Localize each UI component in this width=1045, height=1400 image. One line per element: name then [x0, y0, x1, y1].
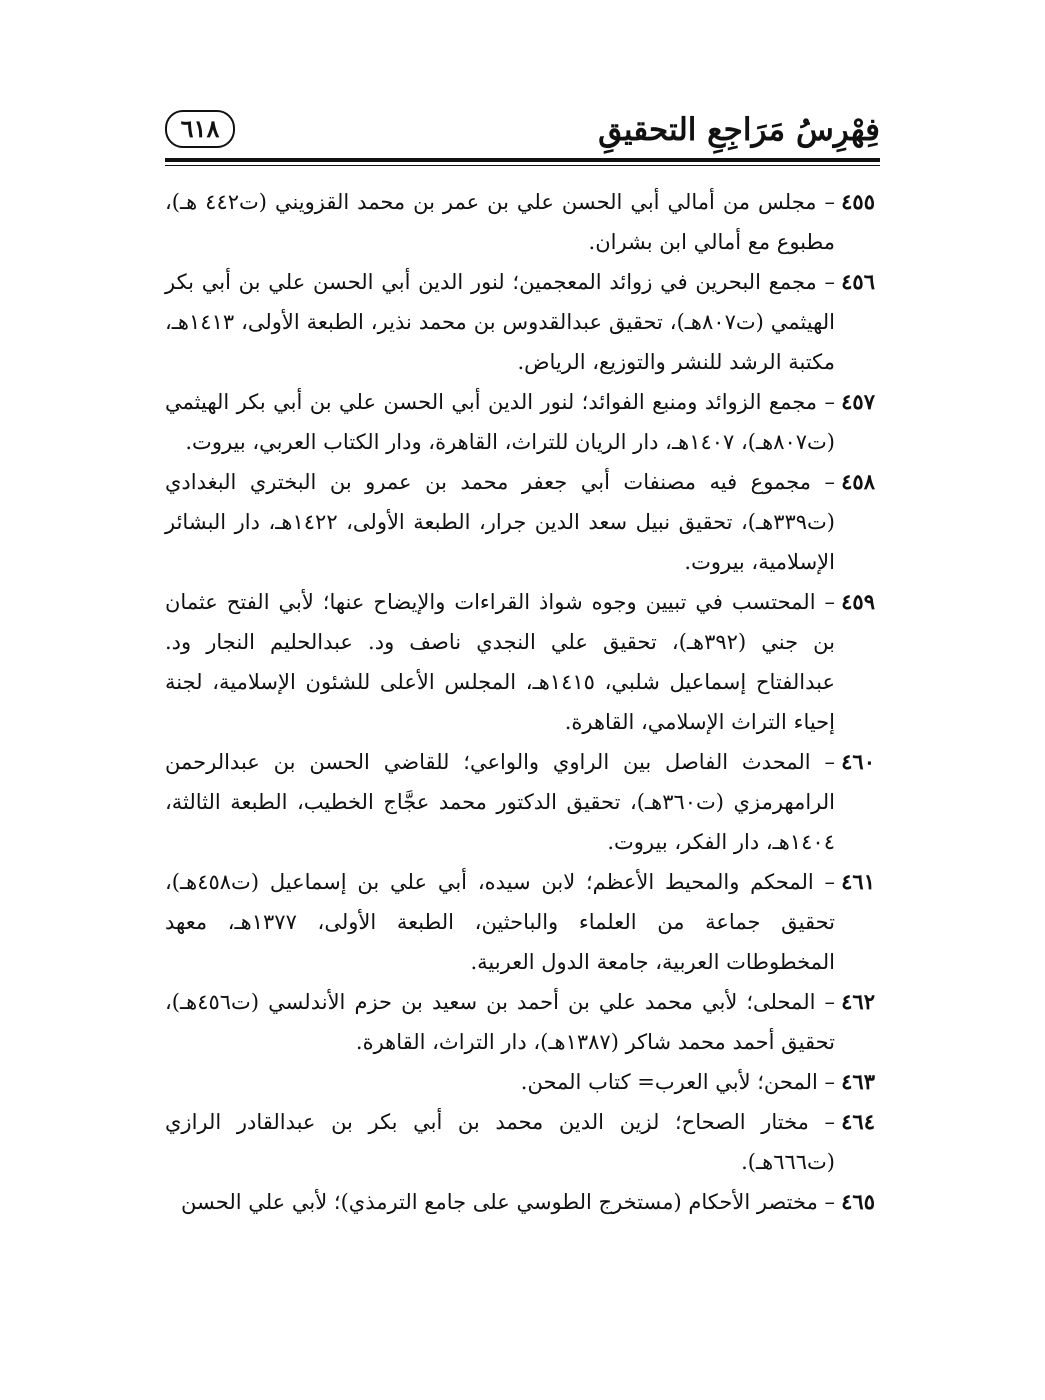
entry-text: – المحلى؛ لأبي محمد علي بن أحمد بن سعيد بن حزم الأندلسي (ت٤٥٦هـ)، تحقيق أحمد محمد شاكر (١٣٨٧هـ)، دار التراث، القاهرة.: [165, 990, 835, 1054]
reference-entry: [165, 1062, 875, 1102]
reference-entry: [165, 982, 875, 1062]
reference-entry: [165, 742, 875, 862]
entry-text: – مختصر الأحكام (مستخرج الطوسي على جامع الترمذي)؛ لأبي علي الحسن: [181, 1190, 835, 1214]
entry-text: – مجموع فيه مصنفات أبي جعفر محمد بن عمرو بن البختري البغدادي (ت٣٣٩هـ)، تحقيق نبيل سعد الدين جرار، الطبعة الأولى، ١٤٢٢هـ، دار البشائر الإسلامية، بيروت.: [165, 470, 835, 574]
entry-text: – المحدث الفاصل بين الراوي والواعي؛ للقاضي الحسن بن عبدالرحمن الرامهرمزي (ت٣٦٠هـ)، تحقيق الدكتور محمد عجَّاج الخطيب، الطبعة الثالثة، ١٤٠٤هـ، دار الفكر، بيروت.: [165, 750, 835, 854]
reference-list: [165, 182, 875, 1222]
header-divider-thin: [165, 165, 880, 166]
page-number-badge: ٦١٨: [165, 110, 235, 148]
page-title: فِهْرِسُ مَرَاجِعِ التحقيقِ: [598, 112, 880, 148]
entry-number: ٤٥٦: [841, 269, 875, 294]
entry-text: – مجمع الزوائد ومنبع الفوائد؛ لنور الدين أبي الحسن علي بن أبي بكر الهيثمي (ت٨٠٧هـ)، ١٤٠٧هـ، دار الريان للتراث، القاهرة، ودار الكتاب العربي، بيروت.: [165, 390, 835, 454]
entry-text: – مجلس من أمالي أبي الحسن علي بن عمر بن محمد القزويني (ت٤٤٢ هـ)، مطبوع مع أمالي ابن بشران.: [165, 190, 836, 254]
entry-number: ٤٦١: [841, 869, 875, 894]
entry-number: ٤٥٨: [841, 469, 875, 494]
reference-entry: [165, 182, 875, 262]
entry-number: ٤٦٣: [841, 1069, 875, 1094]
entry-text: – المحن؛ لأبي العرب= كتاب المحن.: [520, 1070, 835, 1094]
entry-number: ٤٦٥: [841, 1189, 875, 1214]
reference-entry: [165, 262, 875, 382]
reference-entry: [165, 582, 875, 742]
entry-number: ٤٦٤: [841, 1109, 875, 1134]
entry-number: ٤٥٧: [841, 389, 875, 414]
entry-text: – مجمع البحرين في زوائد المعجمين؛ لنور الدين أبي الحسن علي بن أبي بكر الهيثمي (ت٨٠٧هـ)، تحقيق عبدالقدوس بن محمد نذير، الطبعة الأولى، ١٤١٣هـ، مكتبة الرشد للنشر والتوزيع، الرياض.: [165, 270, 835, 374]
page-header: [165, 108, 880, 158]
entry-text: – المحكم والمحيط الأعظم؛ لابن سيده، أبي علي بن إسماعيل (ت٤٥٨هـ)، تحقيق جماعة من العلماء والباحثين، الطبعة الأولى، ١٣٧٧هـ، معهد المخطوطات العربية، جامعة الدول العربية.: [165, 870, 835, 974]
entry-number: ٤٦٠: [841, 749, 875, 774]
reference-entry: [165, 862, 875, 982]
reference-entry: [165, 1102, 875, 1182]
entry-number: ٤٥٥: [841, 189, 875, 214]
reference-entry: [165, 462, 875, 582]
entry-number: ٤٥٩: [841, 589, 875, 614]
entry-text: – مختار الصحاح؛ لزين الدين محمد بن أبي بكر بن عبدالقادر الرازي (ت٦٦٦هـ).: [165, 1110, 835, 1174]
reference-entry: [165, 1182, 875, 1222]
header-divider-thick: [165, 158, 880, 162]
entry-number: ٤٦٢: [841, 989, 875, 1014]
entry-text: – المحتسب في تبيين وجوه شواذ القراءات والإيضاح عنها؛ لأبي الفتح عثمان بن جني (٣٩٢هـ)، تحقيق علي النجدي ناصف ود. عبدالحليم النجار ود. عبدالفتاح إسماعيل شلبي، ١٤١٥هـ، المجلس الأعلى للشئون الإسلامية، لجنة إحياء التراث الإسلامي، القاهرة.: [165, 590, 835, 734]
reference-entry: [165, 382, 875, 462]
